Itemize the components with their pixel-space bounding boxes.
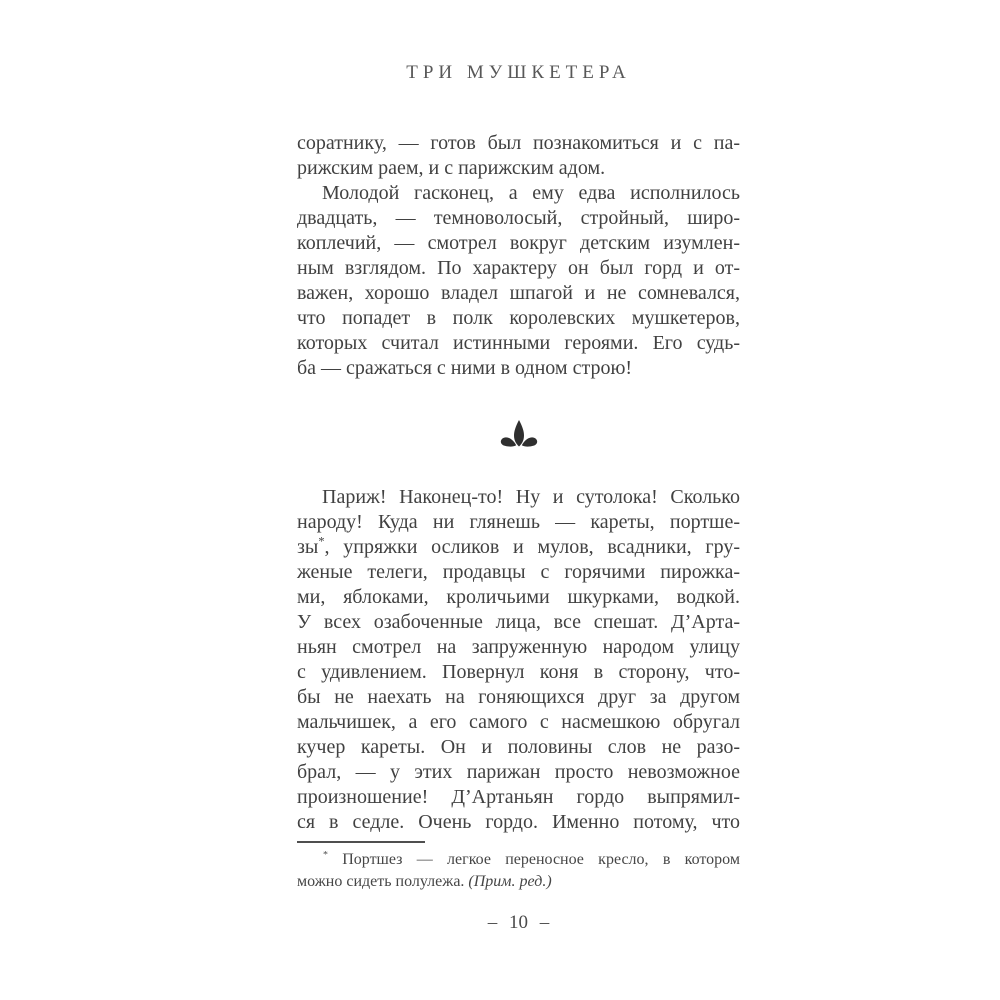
text-line: ми, яблоками, кроличьими шкурками, водкой.	[297, 586, 740, 608]
fleur-de-lis-icon	[500, 420, 538, 448]
section-divider	[297, 420, 740, 450]
footnote	[297, 841, 740, 893]
running-head: ТРИ МУШКЕТЕРА	[406, 62, 631, 83]
text-line: кучер кареты. Он и половины слов не разо-	[297, 736, 740, 758]
text-line: ньян смотрел на запруженную народом улицу	[297, 636, 740, 658]
text-line: коплечий, — смотрел вокруг детским изумлен-	[297, 232, 740, 254]
text-line: зы*, упряжки осликов и мулов, всадники, гру-	[297, 534, 740, 558]
text-line: женые телеги, продавцы с горячими пирожка-	[297, 561, 740, 583]
text-line: * Портшез — легкое переносное кресло, в котором	[323, 849, 740, 868]
footnote-text	[297, 849, 740, 893]
text-line: с удивлением. Повернул коня в сторону, что-	[297, 661, 740, 683]
text-line: ба — сражаться с ними в одном строю!	[297, 357, 633, 379]
footnote-rule	[297, 841, 425, 843]
text-line: двадцать, — темноволосый, стройный, широ-	[297, 207, 740, 229]
text-line: важен, хорошо владел шпагой и не сомневался,	[297, 282, 740, 304]
text-line: произношение! Д’Артаньян гордо выпрямил-	[297, 786, 740, 808]
text-line: ным взглядом. По характеру он был горд и от-	[297, 257, 740, 279]
text-line: которых считал истинными героями. Его судь-	[297, 332, 740, 354]
text-line: можно сидеть полулежа. (Прим. ред.)	[297, 872, 552, 890]
text-line: Молодой гасконец, а ему едва исполнилось	[322, 182, 740, 204]
text-line: Париж! Наконец-то! Ну и сутолока! Сколько	[322, 486, 740, 508]
text-line: мальчишек, а его самого с насмешкою обругал	[297, 711, 740, 733]
text-line: бы не наехать на гоняющихся друг за другом	[297, 686, 740, 708]
text-line: рижским раем, и с парижским адом.	[297, 157, 606, 179]
text-line: народу! Куда ни глянешь — кареты, портше-	[297, 511, 740, 533]
text-line: У всех озабоченные лица, все спешат. Д’Арта-	[297, 611, 740, 633]
text-line: соратнику, — готов был познакомиться и с па-	[297, 132, 740, 154]
text-block-upper	[297, 131, 740, 381]
text-line: что попадет в полк королевских мушкетеров,	[297, 307, 740, 329]
page-number: – 10 –	[487, 912, 550, 933]
text-block-lower	[297, 485, 740, 835]
text-line: ся в седле. Очень гордо. Именно потому, что	[297, 811, 740, 833]
text-line: брал, — у этих парижан просто невозможное	[297, 761, 740, 783]
